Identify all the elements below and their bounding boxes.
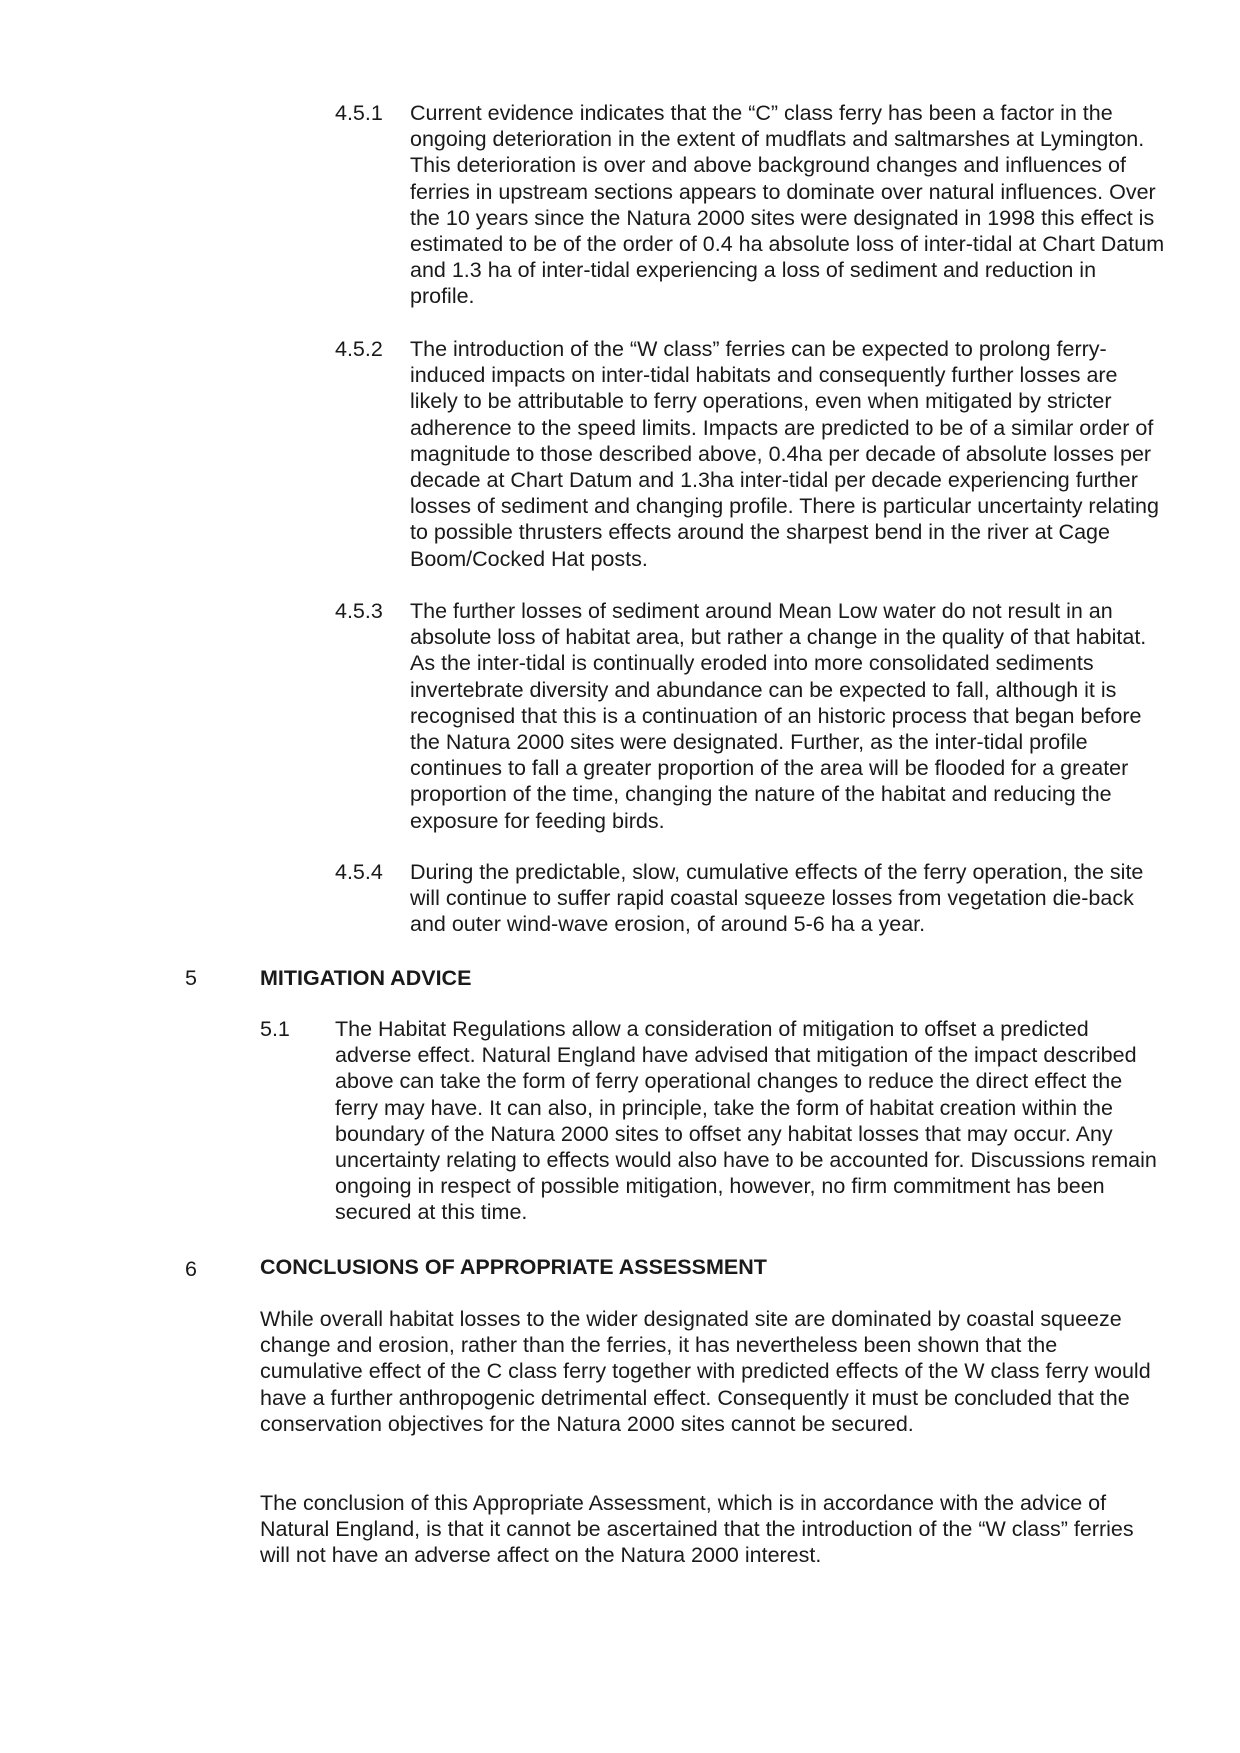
conclusion-paragraph: The conclusion of this Appropriate Assessment, which is in accordance with the advice of Natural England, is that it cannot be ascertained that the introduction of the “W class” ferries will not have an adverse affect on the Natura 2000 interest. bbox=[260, 1491, 1134, 1568]
paragraph-number: 4.5.1 bbox=[335, 101, 383, 125]
paragraph-number: 4.5.4 bbox=[335, 860, 383, 884]
paragraph-number: 5.1 bbox=[260, 1017, 290, 1041]
paragraph-4-5-2 bbox=[335, 336, 1165, 572]
section-heading: MITIGATION ADVICE bbox=[260, 966, 472, 990]
section-number: 5 bbox=[185, 966, 197, 990]
paragraph-number: 4.5.2 bbox=[335, 337, 383, 361]
paragraph-text: The further losses of sediment around Mean Low water do not result in an absolute loss of habitat area, but rather a change in the quality of that habitat. As the inter-tidal is continually eroded into more consolidated sediments invertebrate diversity and abundance can be expected to fall, although it is recognised that this is a continuation of an historic process that began before the Natura 2000 sites were designated. Further, as the inter-tidal profile continues to fall a greater proportion of the area will be flooded for a greater proportion of the time, changing the nature of the habitat and reducing the exposure for feeding birds. bbox=[410, 599, 1147, 833]
section-number: 6 bbox=[185, 1257, 197, 1281]
conclusion-paragraph: While overall habitat losses to the wider designated site are dominated by coastal squeeze change and erosion, rather than the ferries, it has nevertheless been shown that the cumulative effect of the C class ferry together with predicted effects of the W class ferry would have a further anthropogenic detrimental effect. Consequently it must be concluded that the conservation objectives for the Natura 2000 sites cannot be secured. bbox=[260, 1307, 1151, 1436]
section-heading: CONCLUSIONS OF APPROPRIATE ASSESSMENT bbox=[260, 1255, 767, 1279]
paragraph-text: The introduction of the “W class” ferries can be expected to prolong ferry-induced impacts on inter-tidal habitats and consequently further losses are likely to be attributable to ferry operations, even when mitigated by stricter adherence to the speed limits. Impacts are predicted to be of a similar order of magnitude to those described above, 0.4ha per decade of absolute losses per decade at Chart Datum and 1.3ha inter-tidal per decade experiencing further losses of sediment and changing profile. There is particular uncertainty relating to possible thrusters effects around the sharpest bend in the river at Cage Boom/Cocked Hat posts. bbox=[410, 337, 1159, 571]
paragraph-text: The Habitat Regulations allow a consideration of mitigation to offset a predicted adverse effect. Natural England have advised that mitigation of the impact described above can take the form of ferry operational changes to reduce the direct effect the ferry may have. It can also, in principle, take the form of habitat creation within the boundary of the Natura 2000 sites to offset any habitat losses that may occur. Any uncertainty relating to effects would also have to be accounted for. Discussions remain ongoing in respect of possible mitigation, however, no firm commitment has been secured at this time. bbox=[335, 1017, 1157, 1225]
paragraph-4-5-1 bbox=[335, 100, 1165, 310]
paragraph-number: 4.5.3 bbox=[335, 599, 383, 623]
paragraph-text: Current evidence indicates that the “C” class ferry has been a factor in the ongoing deterioration in the extent of mudflats and saltmarshes at Lymington. This deterioration is over and above background changes and influences of ferries in upstream sections appears to dominate over natural influences. Over the 10 years since the Natura 2000 sites were designated in 1998 this effect is estimated to be of the order of 0.4 ha absolute loss of inter-tidal at Chart Datum and 1.3 ha of inter-tidal experiencing a loss of sediment and reduction in profile. bbox=[410, 101, 1165, 309]
paragraph-text: During the predictable, slow, cumulative effects of the ferry operation, the site will continue to suffer rapid coastal squeeze losses from vegetation die-back and outer wind-wave erosion, of around 5-6 ha a year. bbox=[410, 860, 1144, 937]
paragraph-4-5-3 bbox=[335, 598, 1165, 834]
paragraph-5-1 bbox=[260, 1016, 1160, 1226]
paragraph-4-5-4 bbox=[335, 859, 1165, 938]
